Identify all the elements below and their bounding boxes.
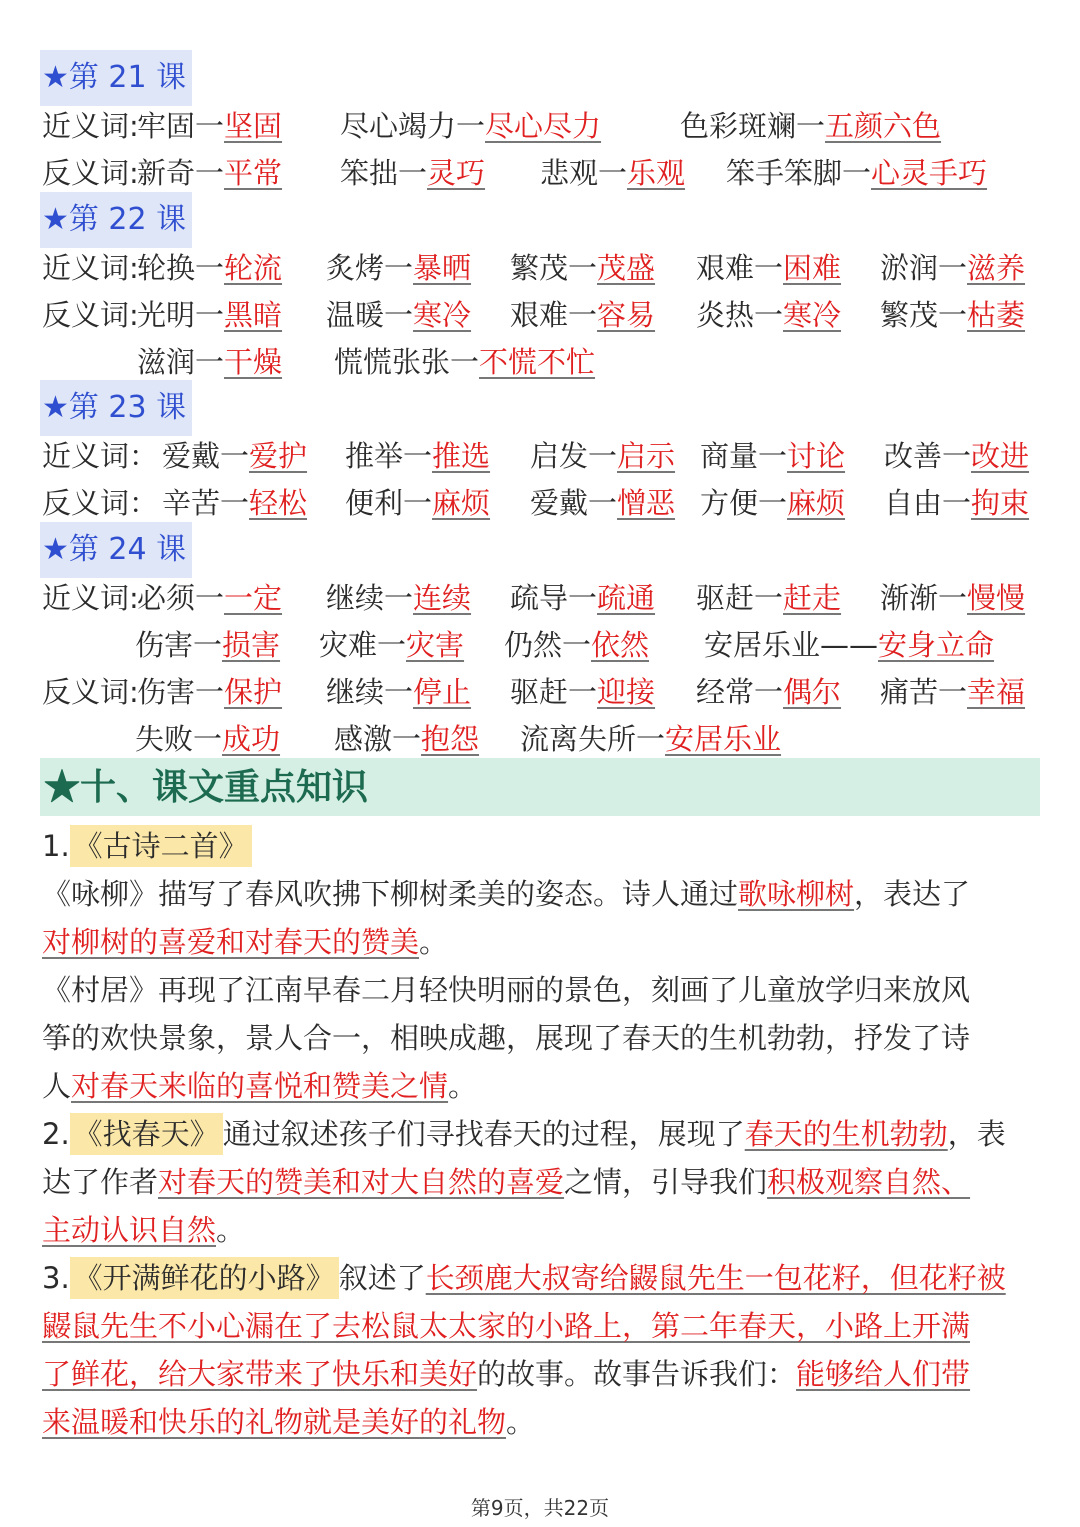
vocab-label: 近义词: — [42, 109, 139, 143]
vocab-pair: 笨手笨脚一心灵手巧 — [726, 156, 988, 190]
vocab-pair: 痛苦一幸福 — [880, 675, 1026, 709]
vocab-pair: 伤害一保护 — [137, 675, 283, 709]
page-number: 第9页，共22页 — [470, 1496, 610, 1520]
text-line — [42, 918, 1042, 966]
section-title: ★十、课文重点知识 — [44, 766, 369, 808]
answer-text: 春天的生机勃勃 — [744, 1117, 948, 1151]
vocab-pair: 自由一拘束 — [884, 486, 1030, 520]
answer-text: 长颈鹿大叔寄给鼹鼠先生一包花籽，但花籽被 — [425, 1261, 1006, 1295]
vocab-pair: 必须一一定 — [137, 581, 283, 615]
vocab-pair: 新奇一平常 — [137, 156, 283, 190]
answer-text: 对春天来临的喜悦和赞美之情 — [71, 1069, 449, 1103]
answer-text: 积极观察自然、 — [767, 1165, 971, 1199]
answer-text: 对柳树的喜爱和对春天的赞美 — [42, 925, 420, 959]
text-segment: 的故事。故事告诉我们： — [477, 1357, 797, 1391]
vocab-pair: 安居乐业——安身立命 — [704, 628, 995, 662]
text-line — [42, 822, 1042, 870]
vocab-pair: 商量一讨论 — [700, 439, 846, 473]
vocab-pair: 艰难一容易 — [510, 298, 656, 332]
text-segment: 3. — [42, 1261, 70, 1295]
text-segment: 达了作者 — [42, 1165, 159, 1199]
vocab-pair: 方便一麻烦 — [700, 486, 846, 520]
text-line — [42, 1014, 1042, 1062]
text-line — [42, 1350, 1042, 1398]
text-segment: 1. — [42, 829, 70, 863]
vocab-pair: 改善一改进 — [884, 439, 1030, 473]
lesson-heading: ★第 21 课 — [40, 50, 192, 106]
lesson-heading: ★第 23 课 — [40, 380, 192, 436]
vocab-pair: 仍然一依然 — [504, 628, 650, 662]
text-segment: 《村居》再现了江南早春二月轻快明丽的景色，刻画了儿童放学归来放风 — [42, 973, 971, 1007]
vocab-pair: 牢固一坚固 — [137, 109, 283, 143]
text-segment: ，表 — [947, 1117, 1006, 1151]
vocab-pair: 繁茂一茂盛 — [510, 251, 656, 285]
answer-text: 了鲜花，给大家带来了快乐和美好 — [42, 1357, 478, 1391]
answer-text: 歌咏柳树 — [738, 877, 855, 911]
vocab-label: 反义词: — [42, 156, 139, 190]
vocab-pair: 伤害一损害 — [135, 628, 281, 662]
lesson-heading: ★第 22 课 — [40, 192, 192, 248]
vocab-pair: 推举一推选 — [345, 439, 491, 473]
vocab-pair: 辛苦一轻松 — [162, 486, 308, 520]
vocab-pair: 光明一黑暗 — [137, 298, 283, 332]
vocab-pair: 色彩斑斓一五颜六色 — [680, 109, 942, 143]
answer-text: 主动认识自然 — [42, 1213, 217, 1247]
vocab-label: 近义词: — [42, 251, 139, 285]
vocab-pair: 淤润一滋养 — [880, 251, 1026, 285]
text-line — [42, 1158, 1042, 1206]
vocab-pair: 炎热一寒冷 — [696, 298, 842, 332]
vocab-pair: 驱赶一迎接 — [510, 675, 656, 709]
vocab-pair: 爱戴一爱护 — [162, 439, 308, 473]
text-segment: 。 — [419, 925, 449, 959]
vocab-label: 近义词： — [42, 439, 159, 473]
vocab-pair: 炙烤一暴晒 — [326, 251, 472, 285]
answer-text: 能够给人们带 — [796, 1357, 971, 1391]
vocab-pair: 爱戴一憎恶 — [530, 486, 676, 520]
vocab-pair: 继续一连续 — [326, 581, 472, 615]
vocab-pair: 尽心竭力一尽心尽力 — [340, 109, 602, 143]
text-segment: 《咏柳》描写了春风吹拂下柳树柔美的姿态。诗人通过 — [42, 877, 739, 911]
vocab-pair: 慌慌张张一不慌不忙 — [334, 345, 596, 379]
highlighted-title: 《找春天》 — [70, 1113, 223, 1155]
answer-text: 鼹鼠先生不小心漏在了去松鼠太太家的小路上，第二年春天，小路上开满 — [42, 1309, 971, 1343]
text-segment: 筝的欢快景象，景人合一，相映成趣，展现了春天的生机勃勃，抒发了诗 — [42, 1021, 971, 1055]
text-segment: 叙述了 — [338, 1261, 426, 1295]
vocab-pair: 驱赶一赶走 — [696, 581, 842, 615]
vocab-pair: 轮换一轮流 — [137, 251, 283, 285]
vocab-pair: 便利一麻烦 — [345, 486, 491, 520]
vocab-pair: 继续一停止 — [326, 675, 472, 709]
vocab-pair: 悲观一乐观 — [540, 156, 686, 190]
text-line — [42, 966, 1042, 1014]
vocab-pair: 流离失所一安居乐业 — [520, 722, 782, 756]
vocab-pair: 疏导一疏通 — [510, 581, 656, 615]
vocab-label: 反义词： — [42, 486, 159, 520]
text-line — [42, 1062, 1042, 1110]
text-segment: 人 — [42, 1069, 72, 1103]
text-segment: 2. — [42, 1117, 70, 1151]
vocab-pair: 灾难一灾害 — [319, 628, 465, 662]
vocab-label: 反义词: — [42, 298, 139, 332]
section-header — [40, 758, 1040, 816]
text-segment: 。 — [216, 1213, 246, 1247]
text-line — [42, 1398, 1042, 1446]
vocab-label: 近义词: — [42, 581, 139, 615]
vocab-pair: 繁茂一枯萎 — [880, 298, 1026, 332]
text-line — [42, 1206, 1042, 1254]
vocab-pair: 温暖一寒冷 — [326, 298, 472, 332]
text-line — [42, 1254, 1042, 1302]
vocab-pair: 渐渐一慢慢 — [880, 581, 1026, 615]
text-segment: 。 — [448, 1069, 478, 1103]
text-line — [42, 1110, 1042, 1158]
text-segment: 通过叙述孩子们寻找春天的过程，展现了 — [222, 1117, 745, 1151]
answer-text: 来温暖和快乐的礼物就是美好的礼物 — [42, 1405, 507, 1439]
text-segment: ，表达了 — [854, 877, 971, 911]
vocab-pair: 失败一成功 — [135, 722, 281, 756]
highlighted-title: 《古诗二首》 — [70, 825, 252, 867]
answer-text: 对春天的赞美和对大自然的喜爱 — [158, 1165, 565, 1199]
lesson-heading: ★第 24 课 — [40, 522, 192, 578]
text-line — [42, 1302, 1042, 1350]
vocab-pair: 启发一启示 — [530, 439, 676, 473]
vocab-pair: 滋润一干燥 — [137, 345, 283, 379]
highlighted-title: 《开满鲜花的小路》 — [70, 1257, 339, 1299]
text-segment: 之情，引导我们 — [564, 1165, 768, 1199]
vocab-pair: 经常一偶尔 — [696, 675, 842, 709]
vocab-label: 反义词: — [42, 675, 139, 709]
vocab-pair: 笨拙一灵巧 — [340, 156, 486, 190]
text-segment: 。 — [506, 1405, 536, 1439]
vocab-pair: 感激一抱怨 — [334, 722, 480, 756]
vocab-pair: 艰难一困难 — [696, 251, 842, 285]
text-line — [42, 870, 1042, 918]
